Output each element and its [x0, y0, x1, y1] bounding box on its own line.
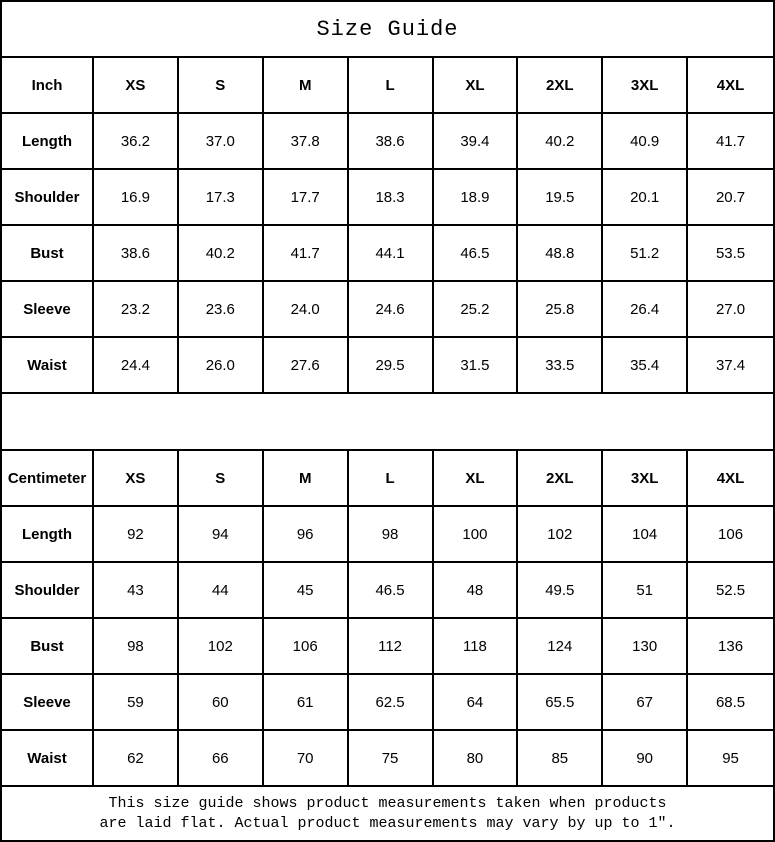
measurement-cell: 102: [179, 619, 264, 673]
measurement-cell: 18.9: [434, 170, 519, 224]
measurement-cell: 25.2: [434, 282, 519, 336]
measurement-cell: 94: [179, 507, 264, 561]
size-column-header: L: [349, 451, 434, 505]
row-label: Waist: [2, 731, 94, 785]
measurement-cell: 37.4: [715, 356, 746, 374]
measurement-cell: 38.6: [349, 114, 434, 168]
size-table-centimeter: [2, 451, 773, 787]
measurement-cell: 67: [603, 675, 688, 729]
measurement-cell: 16.9: [94, 170, 179, 224]
measurement-cell: 26.0: [179, 338, 264, 392]
measurement-cell: 80: [434, 731, 519, 785]
measurement-cell: 35.4: [603, 338, 688, 392]
measurement-cell: 18.3: [349, 170, 434, 224]
measurement-cell: 29.5: [349, 338, 434, 392]
table-header-row: [2, 58, 773, 114]
measurement-cell: 17.7: [264, 170, 349, 224]
table-row: [2, 226, 773, 282]
row-label: Shoulder: [2, 170, 94, 224]
measurement-cell: 104: [603, 507, 688, 561]
measurement-cell: 68.5: [715, 693, 746, 711]
measurement-cell: 98: [349, 507, 434, 561]
measurement-cell: 66: [179, 731, 264, 785]
size-column-header: XS: [94, 58, 179, 112]
measurement-cell: 24.0: [264, 282, 349, 336]
footer-note: [2, 787, 773, 840]
measurement-cell: 136: [718, 637, 744, 655]
measurement-cell: 25.8: [518, 282, 603, 336]
row-label: Length: [2, 114, 94, 168]
table-row: [2, 619, 773, 675]
row-label: Sleeve: [2, 675, 94, 729]
measurement-cell: 59: [94, 675, 179, 729]
size-column-header: 4XL: [716, 469, 745, 487]
table-header-row: [2, 451, 773, 507]
measurement-cell: 27.0: [715, 300, 746, 318]
measurement-cell: 96: [264, 507, 349, 561]
measurement-cell: 51: [603, 563, 688, 617]
measurement-cell: 52.5: [715, 581, 746, 599]
measurement-cell: 43: [94, 563, 179, 617]
size-table-inch: [2, 58, 773, 394]
table-row: [2, 170, 773, 226]
table-row: [2, 114, 773, 170]
measurement-cell: 130: [603, 619, 688, 673]
page-title: Size Guide: [2, 2, 773, 58]
row-label: Sleeve: [2, 282, 94, 336]
measurement-cell: 27.6: [264, 338, 349, 392]
measurement-cell: 40.9: [603, 114, 688, 168]
measurement-cell: 60: [179, 675, 264, 729]
measurement-cell: 90: [603, 731, 688, 785]
measurement-cell: 98: [94, 619, 179, 673]
unit-label: Inch: [2, 58, 94, 112]
row-label: Shoulder: [2, 563, 94, 617]
size-column-header: M: [264, 451, 349, 505]
measurement-cell: 40.2: [179, 226, 264, 280]
size-column-header: XS: [94, 451, 179, 505]
measurement-cell: 48: [434, 563, 519, 617]
measurement-cell: 106: [718, 525, 744, 543]
measurement-cell: 38.6: [94, 226, 179, 280]
size-column-header: S: [179, 58, 264, 112]
row-label: Bust: [2, 619, 94, 673]
size-column-header: 3XL: [603, 451, 688, 505]
table-row: [2, 731, 773, 787]
measurement-cell: 124: [518, 619, 603, 673]
measurement-cell: 31.5: [434, 338, 519, 392]
size-column-header: S: [179, 451, 264, 505]
size-column-header: 2XL: [518, 58, 603, 112]
measurement-cell: 40.2: [518, 114, 603, 168]
measurement-cell: 75: [349, 731, 434, 785]
size-column-header: M: [264, 58, 349, 112]
measurement-cell: 37.8: [264, 114, 349, 168]
measurement-cell: 112: [349, 619, 434, 673]
measurement-cell: 102: [518, 507, 603, 561]
measurement-cell: 44.1: [349, 226, 434, 280]
measurement-cell: 46.5: [349, 563, 434, 617]
measurement-cell: 49.5: [518, 563, 603, 617]
measurement-cell: 41.7: [264, 226, 349, 280]
measurement-cell: 26.4: [603, 282, 688, 336]
measurement-cell: 64: [434, 675, 519, 729]
measurement-cell: 20.1: [603, 170, 688, 224]
table-row: [2, 507, 773, 563]
measurement-cell: 17.3: [179, 170, 264, 224]
measurement-cell: 37.0: [179, 114, 264, 168]
measurement-cell: 118: [434, 619, 519, 673]
size-column-header: 2XL: [518, 451, 603, 505]
measurement-cell: 53.5: [715, 244, 746, 262]
measurement-cell: 44: [179, 563, 264, 617]
table-spacer: [2, 394, 773, 451]
footer-note-line2: are laid flat. Actual product measurements may vary by up to 1″.: [99, 814, 676, 832]
table-row: [2, 563, 773, 619]
unit-label: Centimeter: [2, 451, 94, 505]
row-label: Length: [2, 507, 94, 561]
table-row: [2, 675, 773, 731]
measurement-cell: 100: [434, 507, 519, 561]
measurement-cell: 23.2: [94, 282, 179, 336]
measurement-cell: 85: [518, 731, 603, 785]
measurement-cell: 106: [264, 619, 349, 673]
measurement-cell: 70: [264, 731, 349, 785]
measurement-cell: 45: [264, 563, 349, 617]
measurement-cell: 20.7: [715, 188, 746, 206]
size-column-header: XL: [434, 58, 519, 112]
measurement-cell: 51.2: [603, 226, 688, 280]
measurement-cell: 92: [94, 507, 179, 561]
measurement-cell: 95: [722, 749, 739, 767]
measurement-cell: 61: [264, 675, 349, 729]
measurement-cell: 33.5: [518, 338, 603, 392]
size-column-header: 4XL: [716, 76, 745, 94]
measurement-cell: 62.5: [349, 675, 434, 729]
measurement-cell: 24.6: [349, 282, 434, 336]
table-row: [2, 282, 773, 338]
table-row: [2, 338, 773, 394]
measurement-cell: 39.4: [434, 114, 519, 168]
measurement-cell: 62: [94, 731, 179, 785]
size-column-header: XL: [434, 451, 519, 505]
measurement-cell: 65.5: [518, 675, 603, 729]
size-column-header: 3XL: [603, 58, 688, 112]
row-label: Waist: [2, 338, 94, 392]
measurement-cell: 41.7: [715, 132, 746, 150]
row-label: Bust: [2, 226, 94, 280]
measurement-cell: 23.6: [179, 282, 264, 336]
measurement-cell: 19.5: [518, 170, 603, 224]
size-column-header: L: [349, 58, 434, 112]
measurement-cell: 48.8: [518, 226, 603, 280]
measurement-cell: 46.5: [434, 226, 519, 280]
measurement-cell: 36.2: [94, 114, 179, 168]
measurement-cell: 24.4: [94, 338, 179, 392]
footer-note-line1: This size guide shows product measurements taken when products: [108, 794, 667, 812]
